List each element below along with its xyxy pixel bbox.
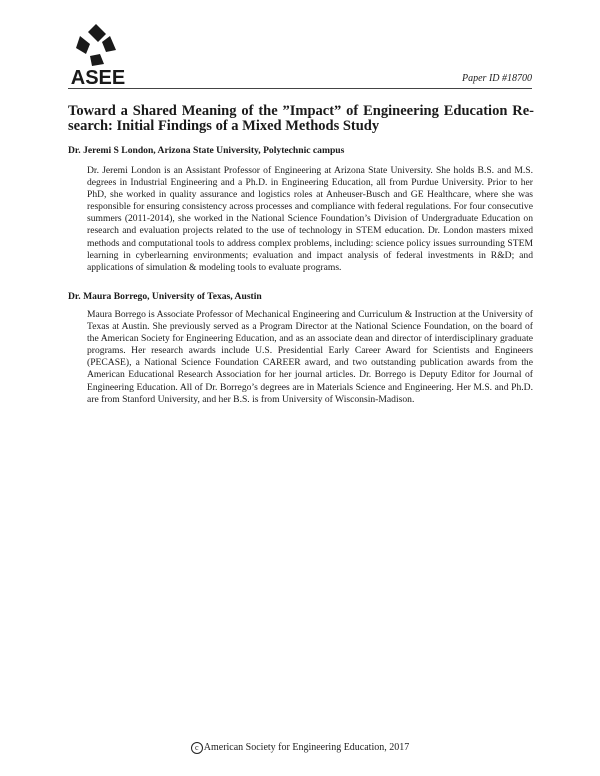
asee-logo [66, 22, 130, 88]
copyright-text: American Society for Engineering Education, 2017 [203, 742, 410, 753]
author-bio: Maura Borrego is Associate Professor of Mechanical Engineering and Curriculum & Instruction at the University of Texas at Austin. She previously served as a Program Director at the National Science Foundation, on the board of the American Society for Engineering Education, and as an associate dean and director of interdisciplinary graduate programs. Her research awards include U.S. Presidential Early Career Award for Scientists and Engineers (PECASE), a National Science Foundation CAREER award, and two outstanding publication awards from the American Educational Research Association for her journal articles. Dr. Borrego is Deputy Editor for Journal of Engineering Education. All of Dr. Borrego’s degrees are in Materials Science and Engineering. Her M.S. and Ph.D. are from Stanford University, and her B.S. is from University of Wisconsin-Madison. [87, 309, 533, 405]
copyright-icon: c [191, 742, 203, 754]
author-name: Dr. Maura Borrego, University of Texas, Austin [68, 291, 262, 302]
paper-id: Paper ID #18700 [462, 73, 532, 84]
paper-title: Toward a Shared Meaning of the ”Impact” of Engineering Education Re-search: Initial Findings of a Mixed Methods Study [68, 103, 534, 134]
header-divider [68, 88, 532, 89]
asee-logo-icon [66, 22, 130, 88]
author-bio: Dr. Jeremi London is an Assistant Professor of Engineering at Arizona State University. She holds B.S. and M.S. degrees in Industrial Engineering and a Ph.D. in Engineering Education, all from Purdue University. Prior to her PhD, she worked in quality assurance and logistics roles at Anheuser-Busch and GE Healthcare, where she was responsible for ensuring consistency across processes and compliance with federal regulations. For four consecutive summers (2011-2014), she worked in the National Science Foundation’s Division of Undergraduate Education on research and evaluation projects related to the use of technology in STEM education. Dr. London masters mixed methods and computational tools to address complex problems, including: science policy issues surrounding STEM learning in cyberlearning environments; evaluation and impact analysis of federal investments in R&D; and applications of simulation & modeling tools to evaluate programs. [87, 165, 533, 273]
copyright-footer [0, 742, 600, 754]
asee-wordmark: ASEE [70, 67, 126, 88]
author-name: Dr. Jeremi S London, Arizona State University, Polytechnic campus [68, 145, 345, 156]
